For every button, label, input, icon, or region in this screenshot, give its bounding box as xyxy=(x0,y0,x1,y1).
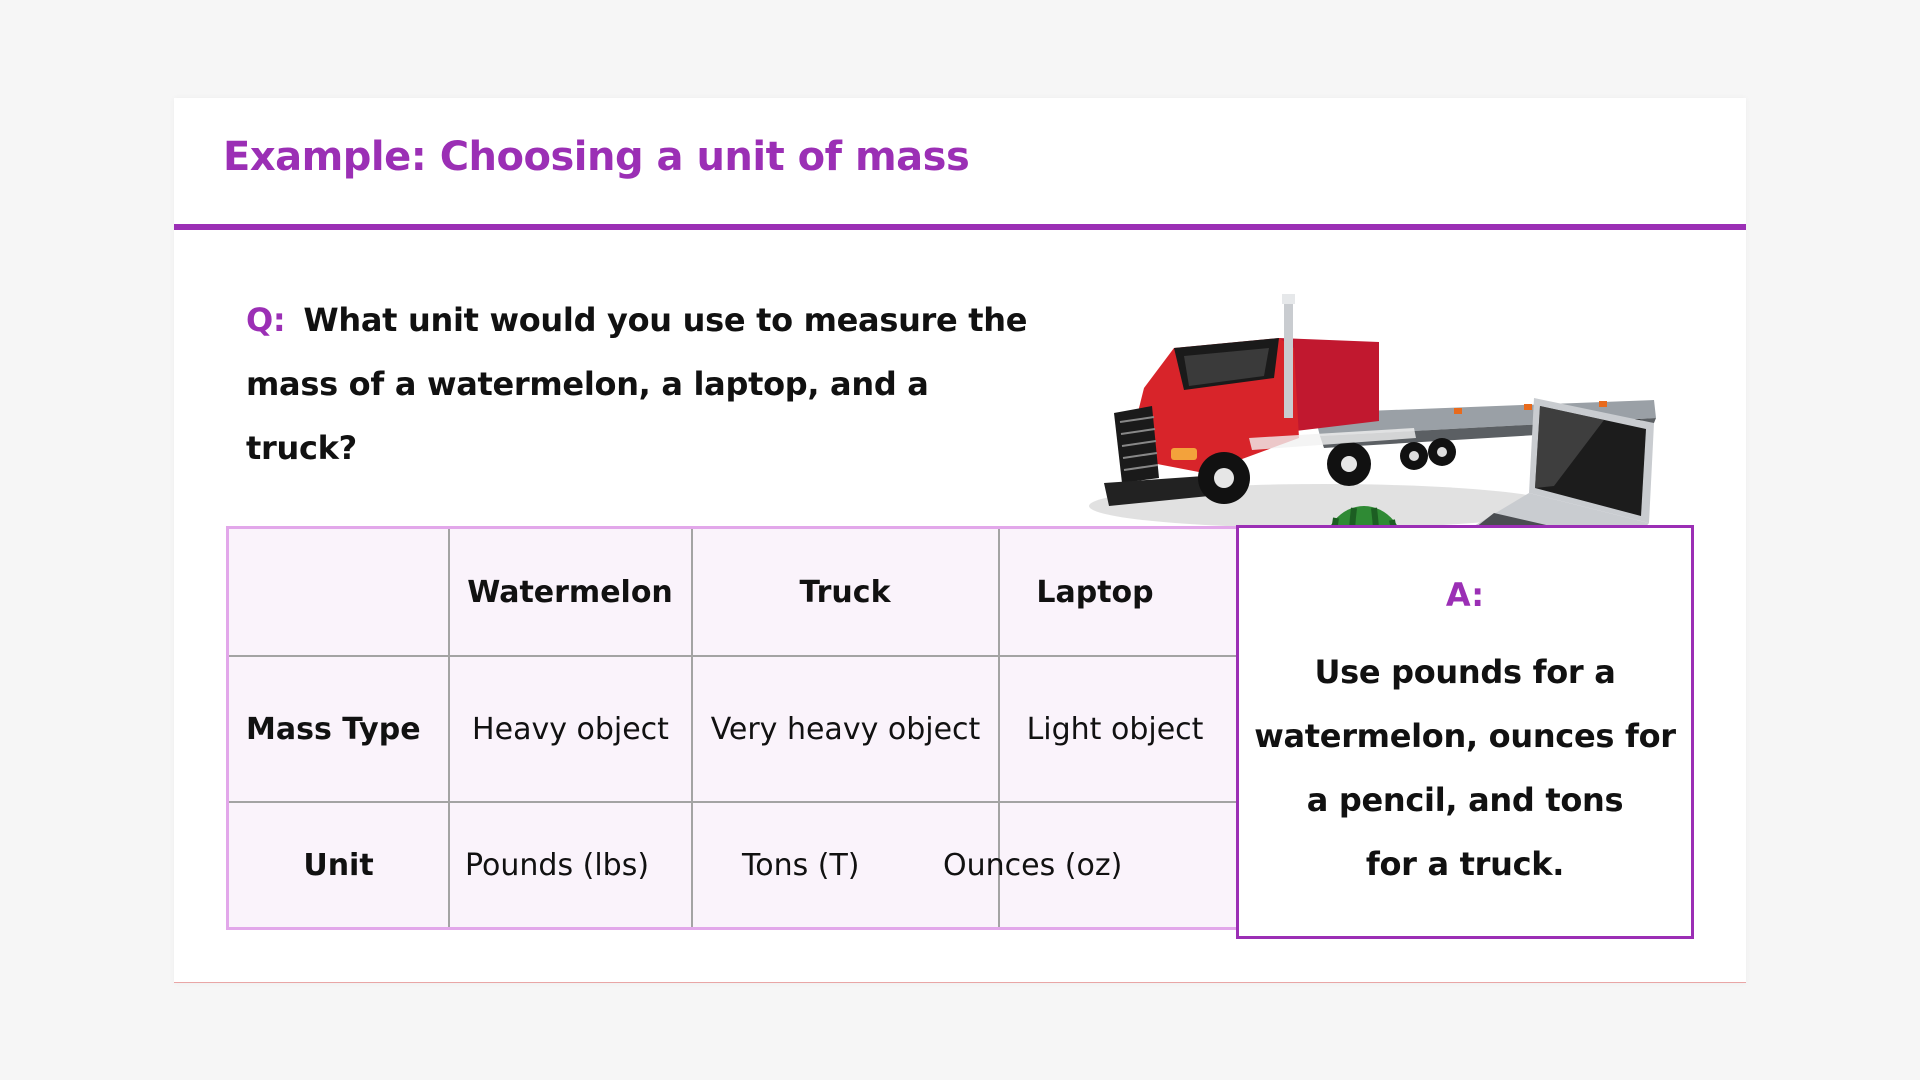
question-text xyxy=(246,288,1046,480)
table-cell: Pounds (lbs) xyxy=(465,847,650,883)
table-row-label-mass-type: Mass Type xyxy=(246,711,421,747)
table-cell: Ounces (oz) xyxy=(943,847,1123,883)
mass-table xyxy=(226,526,1262,930)
answer-line: a pencil, and tons xyxy=(1306,781,1624,819)
table-cell: Very heavy object xyxy=(710,711,981,747)
slide-title: Example: Choosing a unit of mass xyxy=(223,134,970,180)
answer-line: Use pounds for a xyxy=(1314,653,1616,691)
table-cell: Heavy object xyxy=(472,711,669,747)
table-cell: Light object xyxy=(1026,711,1204,747)
question-body: What unit would you use to measure the mass of a watermelon, a laptop, and a truck? xyxy=(246,301,1028,467)
table-header-laptop: Laptop xyxy=(1036,574,1154,610)
answer-text xyxy=(1249,640,1681,896)
answer-line: watermelon, ounces for xyxy=(1254,717,1676,755)
table-row-label-unit: Unit xyxy=(303,847,374,883)
title-divider xyxy=(174,224,1746,230)
table-cell: Tons (T) xyxy=(742,847,860,883)
answer-label: A: xyxy=(1445,576,1485,614)
question-label: Q: xyxy=(246,301,286,339)
answer-line: for a truck. xyxy=(1365,845,1565,883)
table-header-watermelon: Watermelon xyxy=(467,574,673,610)
answer-box xyxy=(1236,525,1694,939)
table-header-truck: Truck xyxy=(799,574,891,610)
slide xyxy=(174,98,1746,983)
